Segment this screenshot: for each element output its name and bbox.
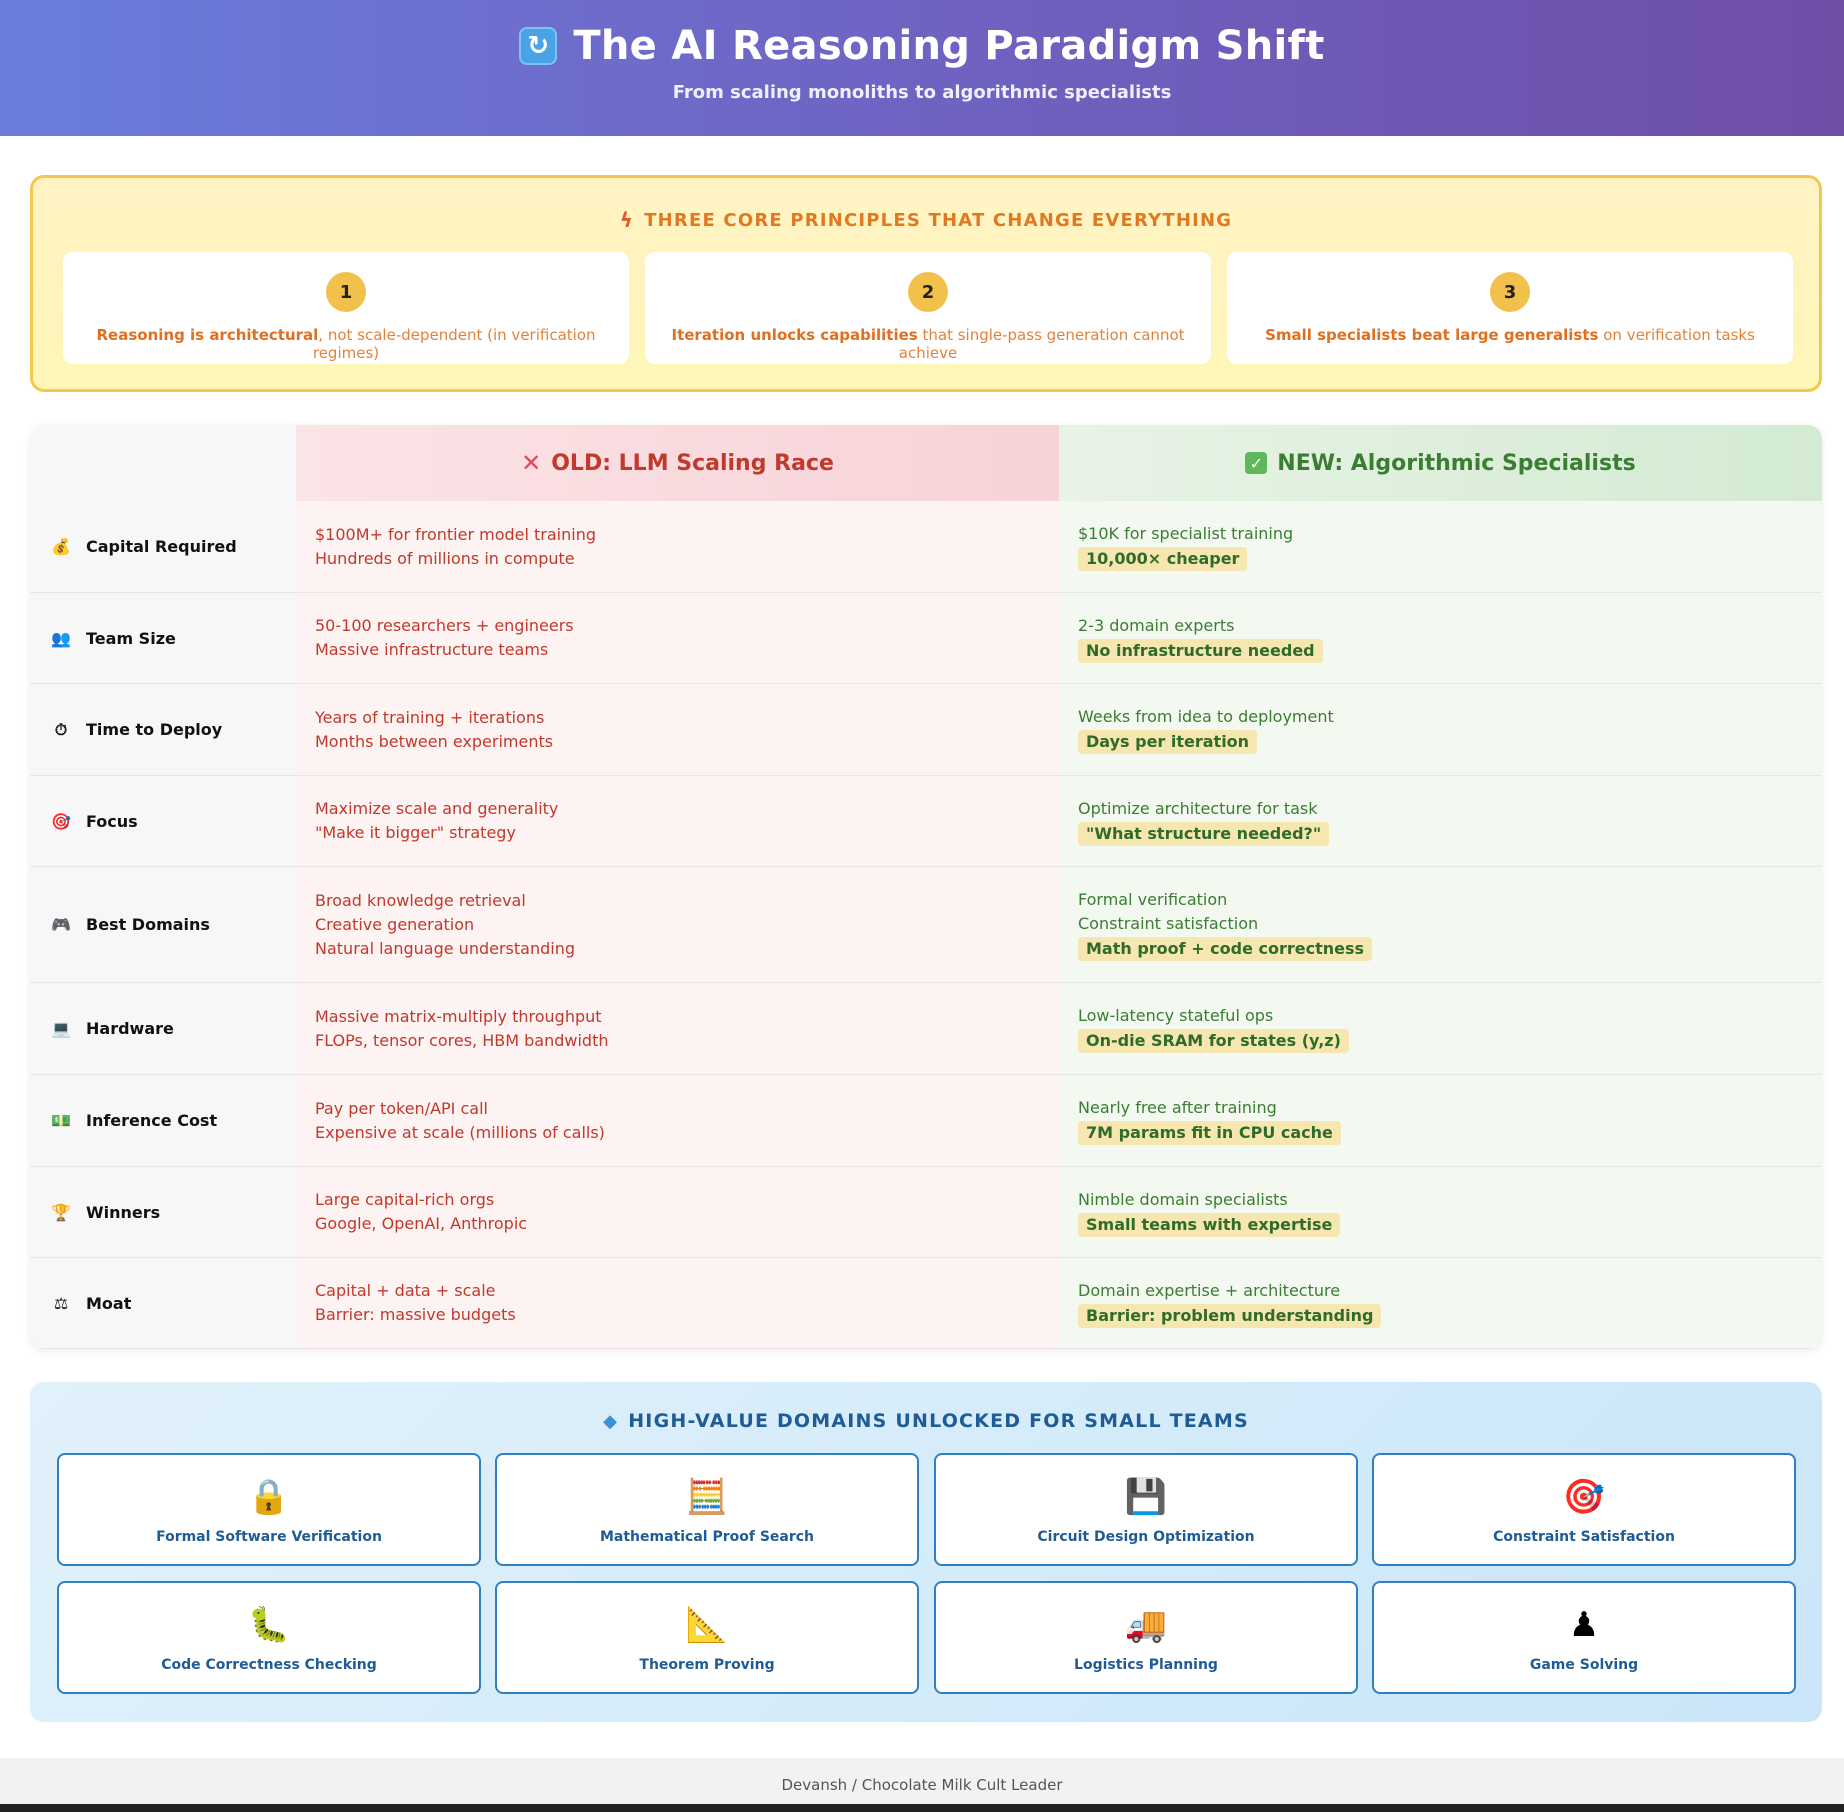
new-highlight: Small teams with expertise	[1078, 1213, 1340, 1237]
bug-icon: 🐛	[247, 1605, 291, 1645]
old-cell	[296, 983, 1059, 1074]
scales-icon: ⚖	[53, 1293, 69, 1313]
row-label	[30, 867, 296, 982]
new-line: Weeks from idea to deployment	[1078, 707, 1334, 726]
new-line: Nearly free after training	[1078, 1098, 1277, 1117]
domain-card	[934, 1581, 1358, 1694]
domain-label: Formal Software Verification	[156, 1529, 382, 1545]
principle-emphasis: Iteration unlocks capabilities	[671, 326, 918, 344]
principle-emphasis: Reasoning is architectural	[96, 326, 319, 344]
principle-rest: , not scale-dependent (in verification regimes)	[312, 326, 596, 362]
old-cell	[296, 1167, 1059, 1257]
domain-card	[495, 1453, 919, 1566]
footer-edge	[0, 1804, 1844, 1812]
row-label-text: Time to Deploy	[86, 720, 223, 739]
old-cell	[296, 1075, 1059, 1166]
new-line: Constraint satisfaction	[1078, 914, 1259, 933]
principles-heading	[33, 208, 1819, 232]
old-line: 50-100 researchers + engineers	[315, 616, 574, 635]
principle-card	[63, 252, 629, 364]
triangular-ruler-icon: 📐	[685, 1605, 729, 1645]
old-line: Massive infrastructure teams	[315, 640, 549, 659]
row-label	[30, 1075, 296, 1166]
table-row	[30, 501, 1822, 593]
domains-title: HIGH-VALUE DOMAINS UNLOCKED FOR SMALL TEAMS	[628, 1410, 1249, 1432]
laptop-icon: 💻	[51, 1019, 71, 1038]
row-label-text: Focus	[86, 811, 138, 831]
principle-number: 1	[326, 272, 366, 312]
new-line: Optimize architecture for task	[1078, 798, 1318, 818]
principle-card	[645, 252, 1211, 364]
cash-icon: 💵	[51, 1111, 71, 1130]
domain-card	[57, 1453, 481, 1566]
table-row	[30, 776, 1822, 867]
new-cell	[1059, 1258, 1822, 1348]
domain-card	[1372, 1453, 1796, 1566]
check-mark-icon: ✓	[1245, 452, 1267, 474]
domain-card	[1372, 1581, 1796, 1694]
principle-rest: on verification tasks	[1598, 326, 1755, 344]
domain-label: Code Correctness Checking	[161, 1657, 377, 1673]
domain-card	[57, 1581, 481, 1694]
lightning-icon: ϟ	[619, 208, 635, 232]
principle-number: 3	[1490, 272, 1530, 312]
stopwatch-icon: ⏱	[54, 719, 68, 739]
target-icon: 🎯	[51, 811, 71, 831]
table-row	[30, 684, 1822, 776]
principle-rest: that single-pass generation cannot achieve	[898, 326, 1185, 362]
old-cell	[296, 867, 1059, 982]
new-highlight: Barrier: problem understanding	[1078, 1304, 1381, 1328]
new-cell	[1059, 593, 1822, 683]
new-line: Formal verification	[1078, 890, 1228, 909]
new-highlight: "What structure needed?"	[1078, 822, 1329, 846]
table-row	[30, 1167, 1822, 1258]
people-icon: 👥	[51, 628, 71, 648]
old-column-header	[296, 425, 1059, 501]
new-column-header	[1059, 425, 1822, 501]
domain-card	[495, 1581, 919, 1694]
principle-text	[63, 326, 629, 362]
principle-text	[645, 326, 1211, 362]
new-highlight: Math proof + code correctness	[1078, 937, 1372, 961]
trophy-icon: 🏆	[51, 1202, 71, 1222]
domain-label: Constraint Satisfaction	[1493, 1529, 1675, 1545]
row-label	[30, 501, 296, 592]
new-highlight: No infrastructure needed	[1078, 639, 1323, 663]
table-row	[30, 1258, 1822, 1349]
old-cell	[296, 501, 1059, 592]
old-line: "Make it bigger" strategy	[315, 823, 516, 842]
row-label	[30, 1167, 296, 1257]
domains-panel	[30, 1382, 1822, 1722]
gamepad-icon: 🎮	[51, 915, 71, 934]
old-line: Pay per token/API call	[315, 1098, 488, 1118]
principle-text	[1227, 326, 1793, 344]
new-line: Low-latency stateful ops	[1078, 1006, 1274, 1025]
new-cell	[1059, 867, 1822, 982]
table-row	[30, 867, 1822, 983]
abacus-icon: 🧮	[685, 1477, 729, 1517]
domain-label: Mathematical Proof Search	[599, 1529, 815, 1545]
domain-card	[934, 1453, 1358, 1566]
domain-label: Circuit Design Optimization	[1037, 1529, 1255, 1545]
old-cell	[296, 776, 1059, 866]
principle-card	[1227, 252, 1793, 364]
cross-mark-icon: ✕	[521, 449, 542, 477]
page-subtitle: From scaling monoliths to algorithmic specialists	[672, 82, 1172, 103]
new-line: Nimble domain specialists	[1078, 1189, 1288, 1209]
new-highlight: On-die SRAM for states (y,z)	[1078, 1029, 1349, 1053]
gem-icon: ◆	[603, 1410, 619, 1432]
row-label-text: Hardware	[86, 1019, 174, 1038]
old-line: Expensive at scale (millions of calls)	[315, 1122, 605, 1142]
domain-label: Logistics Planning	[1074, 1657, 1218, 1673]
footer-credit: Devansh / Chocolate Milk Cult Leader	[781, 1776, 1063, 1794]
new-cell	[1059, 1075, 1822, 1166]
domains-heading	[30, 1410, 1822, 1432]
old-cell	[296, 1258, 1059, 1348]
header-title-row	[0, 22, 1844, 70]
domain-label: Theorem Proving	[639, 1657, 775, 1673]
refresh-icon: ↻	[519, 27, 557, 65]
new-line: 2-3 domain experts	[1078, 615, 1235, 635]
principle-emphasis: Small specialists beat large generalists	[1265, 326, 1599, 344]
old-line: Large capital-rich orgs	[315, 1190, 495, 1209]
new-column-title: NEW: Algorithmic Specialists	[1277, 450, 1636, 476]
row-label-text: Moat	[86, 1293, 132, 1313]
old-line: Capital + data + scale	[315, 1281, 496, 1300]
new-cell	[1059, 684, 1822, 775]
new-highlight: Days per iteration	[1078, 730, 1257, 754]
new-highlight: 10,000× cheaper	[1078, 547, 1247, 571]
row-label-text: Inference Cost	[86, 1111, 218, 1130]
new-cell	[1059, 776, 1822, 866]
old-line: Broad knowledge retrieval	[315, 890, 526, 910]
old-cell	[296, 593, 1059, 683]
old-line: Years of training + iterations	[315, 707, 545, 727]
comparison-table	[30, 425, 1822, 1349]
target-icon: 🎯	[1562, 1477, 1606, 1517]
principles-title: THREE CORE PRINCIPLES THAT CHANGE EVERYTHING	[644, 209, 1233, 231]
old-line: Maximize scale and generality	[315, 799, 559, 818]
money-bag-icon: 💰	[51, 537, 71, 556]
old-line: Massive matrix-multiply throughput	[315, 1006, 602, 1026]
old-line: FLOPs, tensor cores, HBM bandwidth	[315, 1030, 609, 1050]
new-cell	[1059, 501, 1822, 592]
table-row	[30, 1075, 1822, 1167]
new-cell	[1059, 983, 1822, 1074]
row-label-text: Best Domains	[86, 915, 210, 934]
row-label-text: Winners	[86, 1202, 161, 1222]
row-label-text: Team Size	[86, 628, 176, 648]
domain-label: Game Solving	[1529, 1657, 1639, 1673]
old-line: Hundreds of millions in compute	[315, 548, 575, 568]
old-cell	[296, 684, 1059, 775]
row-label	[30, 684, 296, 775]
row-label	[30, 776, 296, 866]
old-line: Months between experiments	[315, 731, 554, 751]
principle-number: 2	[908, 272, 948, 312]
new-highlight: 7M params fit in CPU cache	[1078, 1121, 1341, 1145]
header-banner	[0, 0, 1844, 136]
lock-icon: 🔒	[247, 1477, 291, 1517]
principles-panel	[30, 175, 1822, 392]
table-corner	[30, 425, 296, 501]
new-line: $10K for specialist training	[1078, 524, 1294, 543]
row-label	[30, 983, 296, 1074]
table-row	[30, 983, 1822, 1075]
old-line: Google, OpenAI, Anthropic	[315, 1214, 528, 1233]
row-label-text: Capital Required	[86, 537, 237, 556]
row-label	[30, 593, 296, 683]
truck-icon: 🚚	[1124, 1605, 1168, 1645]
old-column-title: OLD: LLM Scaling Race	[551, 450, 834, 476]
old-line: Natural language understanding	[315, 938, 575, 958]
chess-pawn-icon: ♟	[1568, 1605, 1600, 1645]
old-line: Creative generation	[315, 914, 475, 934]
new-line: Domain expertise + architecture	[1078, 1280, 1341, 1300]
page-title: The AI Reasoning Paradigm Shift	[573, 23, 1325, 69]
floppy-disk-icon: 💾	[1124, 1477, 1168, 1517]
table-row	[30, 593, 1822, 684]
old-line: Barrier: massive budgets	[315, 1305, 516, 1324]
old-line: $100M+ for frontier model training	[315, 524, 597, 544]
new-cell	[1059, 1167, 1822, 1257]
row-label	[30, 1258, 296, 1348]
